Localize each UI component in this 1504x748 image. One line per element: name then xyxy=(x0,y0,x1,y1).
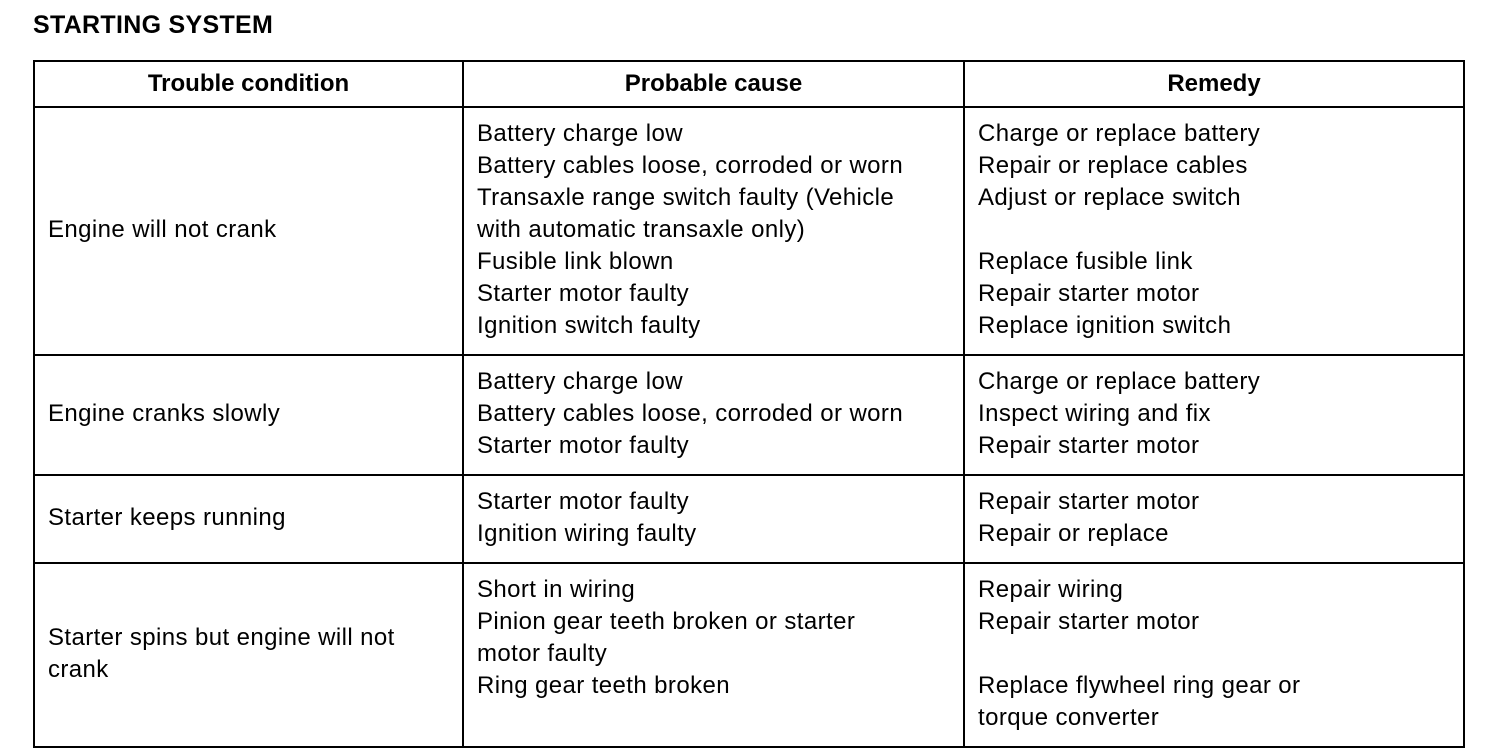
cause-cell xyxy=(463,563,964,747)
remedy-cell xyxy=(964,475,1464,563)
remedy-cell xyxy=(964,355,1464,475)
remedy-cell xyxy=(964,563,1464,747)
table-row xyxy=(34,475,1464,563)
condition-text: Starter spins but engine will not crank xyxy=(48,624,395,683)
condition-text: Starter keeps running xyxy=(48,504,286,531)
table-header-row xyxy=(34,61,1464,107)
cause-cell xyxy=(463,475,964,563)
remedy-line: Repair starter motor xyxy=(978,608,1200,635)
cause-line: Starter motor faulty xyxy=(477,488,690,515)
cause-line: Battery cables loose, corroded or worn xyxy=(477,400,904,427)
condition-cell xyxy=(34,563,463,747)
remedy-line: Replace ignition switch xyxy=(978,312,1232,339)
condition-cell xyxy=(34,355,463,475)
remedy-line: Charge or replace battery xyxy=(978,368,1261,395)
condition-text: Engine cranks slowly xyxy=(48,400,281,427)
cause-line: Fusible link blown xyxy=(477,248,674,275)
remedy-line xyxy=(978,214,1450,246)
remedy-line: torque converter xyxy=(978,704,1160,731)
cause-line: Ignition wiring faulty xyxy=(477,520,697,547)
remedy-line: Charge or replace battery xyxy=(978,120,1261,147)
page-title: STARTING SYSTEM xyxy=(33,11,274,39)
cause-line: motor faulty xyxy=(477,640,608,667)
remedy-line: Repair starter motor xyxy=(978,280,1200,307)
cause-line: Short in wiring xyxy=(477,576,636,603)
table-row xyxy=(34,107,1464,355)
cause-line: Starter motor faulty xyxy=(477,280,690,307)
cause-line: Battery charge low xyxy=(477,120,683,147)
remedy-cell xyxy=(964,107,1464,355)
cause-cell xyxy=(463,107,964,355)
condition-cell xyxy=(34,475,463,563)
remedy-line xyxy=(978,638,1450,670)
remedy-line: Repair starter motor xyxy=(978,432,1200,459)
trouble-table xyxy=(33,60,1465,748)
cause-line: Battery cables loose, corroded or worn xyxy=(477,152,904,179)
cause-line: Ignition switch faulty xyxy=(477,312,701,339)
remedy-line: Replace fusible link xyxy=(978,248,1193,275)
remedy-line: Repair starter motor xyxy=(978,488,1200,515)
condition-text: Engine will not crank xyxy=(48,216,277,243)
header-remedy: Remedy xyxy=(964,61,1464,107)
header-probable-cause: Probable cause xyxy=(463,61,964,107)
table-row xyxy=(34,355,1464,475)
remedy-line: Repair wiring xyxy=(978,576,1124,603)
cause-line: with automatic transaxle only) xyxy=(477,216,806,243)
remedy-line: Repair or replace xyxy=(978,520,1169,547)
table-row xyxy=(34,563,1464,747)
cause-cell xyxy=(463,355,964,475)
cause-line: Ring gear teeth broken xyxy=(477,672,730,699)
cause-line: Transaxle range switch faulty (Vehicle xyxy=(477,184,895,211)
remedy-line: Adjust or replace switch xyxy=(978,184,1242,211)
remedy-line: Repair or replace cables xyxy=(978,152,1248,179)
remedy-line: Replace flywheel ring gear or xyxy=(978,672,1301,699)
condition-cell xyxy=(34,107,463,355)
cause-line: Starter motor faulty xyxy=(477,432,690,459)
header-trouble-condition: Trouble condition xyxy=(34,61,463,107)
cause-line: Battery charge low xyxy=(477,368,683,395)
remedy-line: Inspect wiring and fix xyxy=(978,400,1211,427)
cause-line: Pinion gear teeth broken or starter xyxy=(477,608,856,635)
